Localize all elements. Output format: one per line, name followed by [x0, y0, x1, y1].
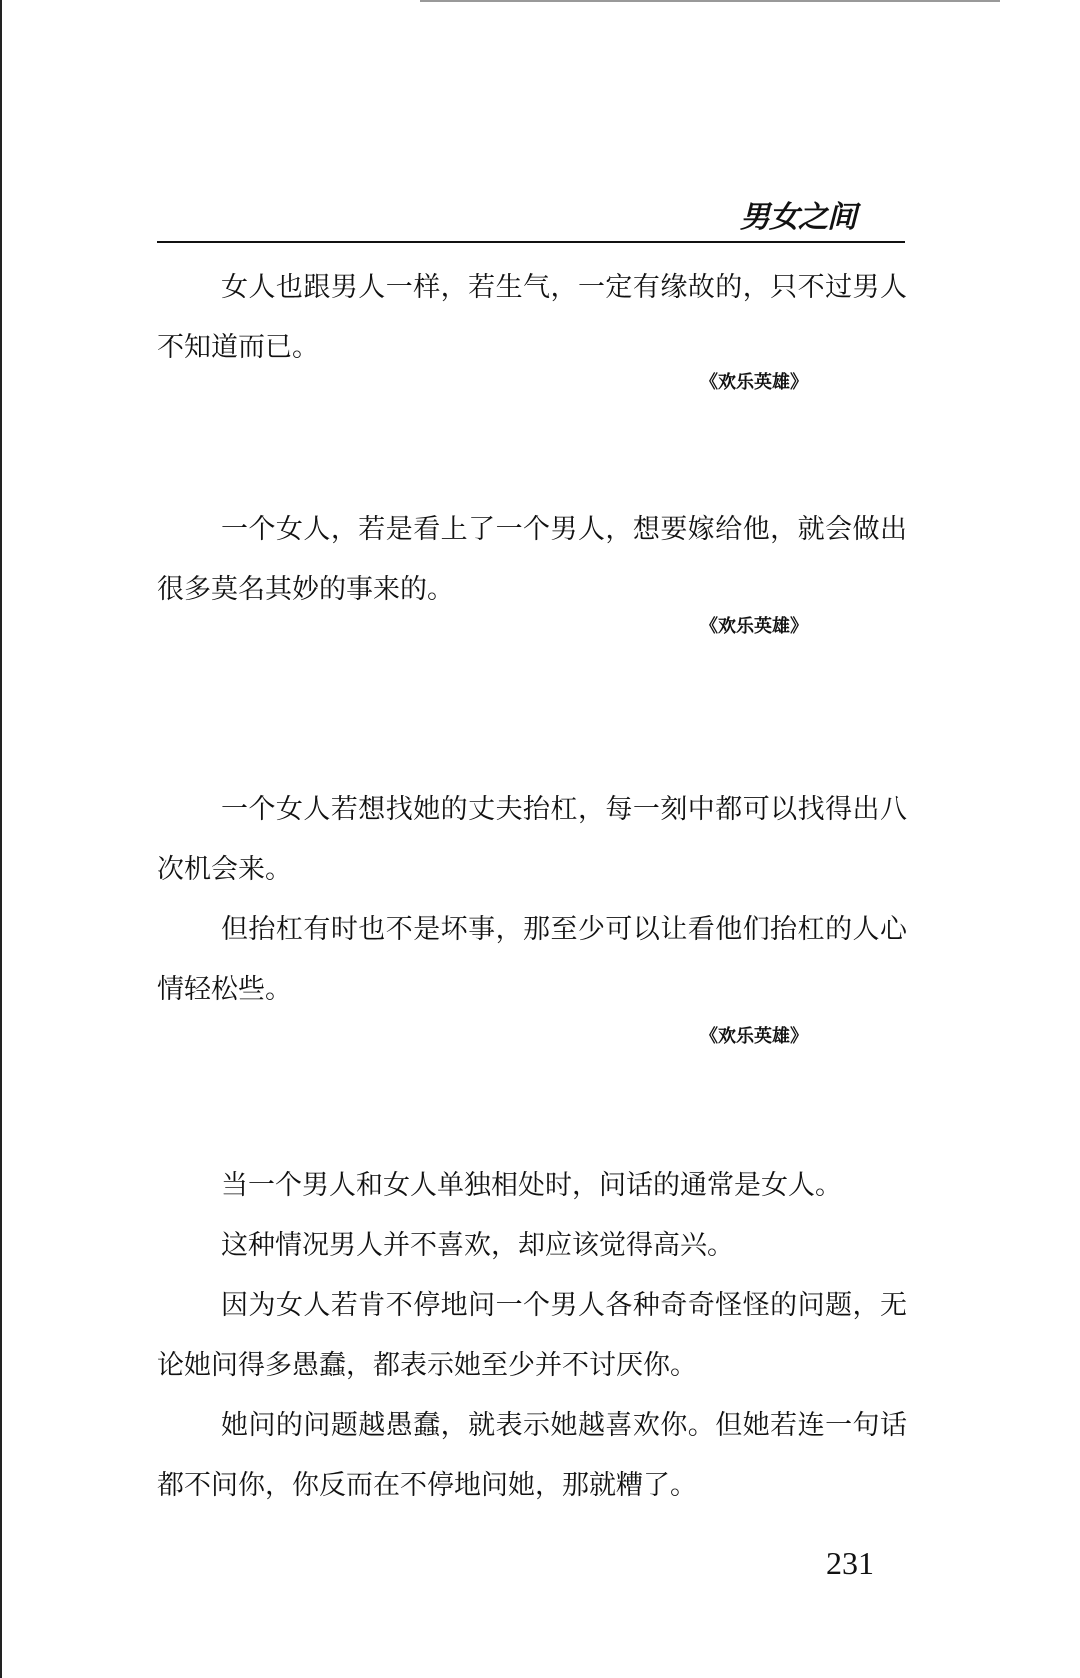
- entry-4-paragraph-1: 当一个男人和女人单独相处时，问话的通常是女人。: [221, 1170, 842, 1201]
- entry-4-paragraph-4: 她问的问题越愚蠢，就表示她越喜欢你。但她若连一句话都不问你，你反而在不停地问她，那就糟了。: [157, 1410, 907, 1501]
- entry-4-paragraph-3: 因为女人若肯不停地问一个男人各种奇奇怪怪的问题，无论她问得多愚蠢，都表示她至少并不讨厌你。: [157, 1290, 907, 1381]
- entry-3-paragraph-2: 但抬杠有时也不是坏事，那至少可以让看他们抬杠的人心情轻松些。: [157, 914, 907, 1005]
- page-number: 231: [826, 1545, 874, 1581]
- entry-2-source: 《欢乐英雄》: [700, 616, 808, 637]
- page-left-edge: [0, 0, 2, 1678]
- header-rule: [157, 241, 905, 243]
- entry-3-source: 《欢乐英雄》: [700, 1026, 808, 1047]
- entry-2-paragraph-1: 一个女人，若是看上了一个男人，想要嫁给他，就会做出很多莫名其妙的事来的。: [157, 514, 907, 605]
- running-head: 男女之间: [740, 200, 856, 235]
- entry-1-source: 《欢乐英雄》: [700, 372, 808, 393]
- entry-3-paragraph-1: 一个女人若想找她的丈夫抬杠，每一刻中都可以找得出八次机会来。: [157, 794, 907, 885]
- entry-1-paragraph-1: 女人也跟男人一样，若生气，一定有缘故的，只不过男人不知道而已。: [157, 272, 907, 363]
- top-scan-line: [420, 0, 1000, 2]
- entry-4-paragraph-2: 这种情况男人并不喜欢，却应该觉得高兴。: [221, 1230, 734, 1261]
